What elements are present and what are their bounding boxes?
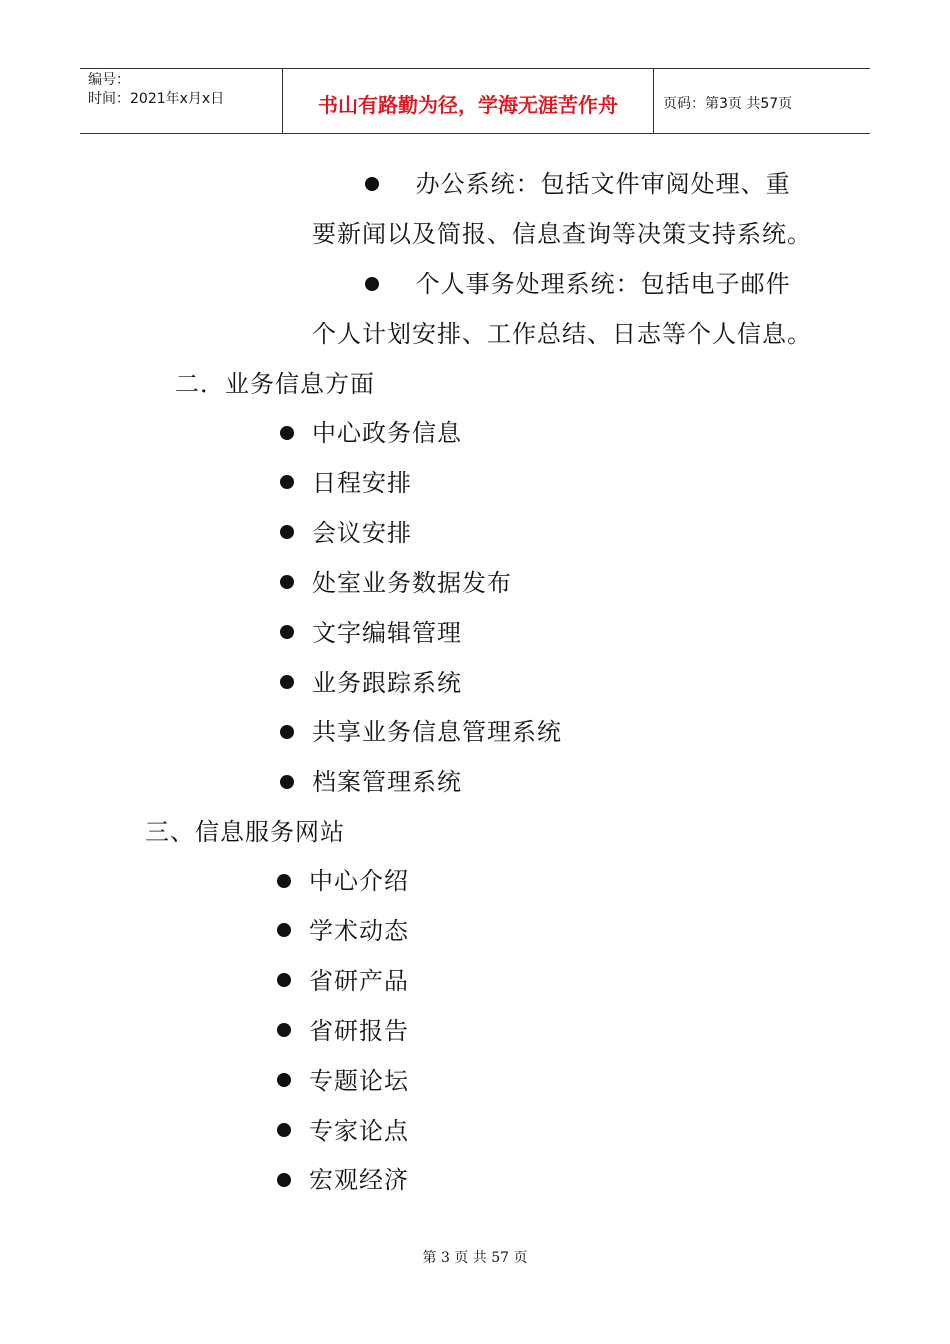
list-item xyxy=(277,966,409,996)
motto-text: 书山有路勤为径，学海无涯苦作舟 xyxy=(318,92,618,117)
bullet-icon xyxy=(280,525,294,539)
bullet-icon xyxy=(365,177,379,191)
bullet-paragraph-personal xyxy=(365,269,791,299)
page-header xyxy=(80,68,870,134)
bullet-icon xyxy=(280,426,294,440)
list-item xyxy=(277,1016,409,1046)
list-item xyxy=(280,418,462,448)
list-item xyxy=(277,1066,409,1096)
list-item-label: 专家论点 xyxy=(309,1116,409,1145)
list-item-label: 省研产品 xyxy=(309,966,409,995)
list-item xyxy=(280,468,412,498)
list-item xyxy=(280,618,462,648)
bullet-icon xyxy=(277,1073,291,1087)
section-heading-website: 三、信息服务网站 xyxy=(145,818,345,846)
header-meta-cell xyxy=(80,69,283,133)
header-motto-cell xyxy=(283,69,654,133)
list-item xyxy=(277,1116,409,1146)
list-item xyxy=(280,668,462,698)
paragraph-text: 个人事务处理系统：包括电子邮件 xyxy=(415,270,791,298)
list-item xyxy=(277,1165,409,1195)
paragraph-continuation: 个人计划安排、工作总结、日志等个人信息。 xyxy=(312,320,812,348)
list-item xyxy=(280,518,412,548)
paragraph-text: 办公系统：包括文件审阅处理、重 xyxy=(415,170,791,198)
header-page-cell xyxy=(654,69,870,133)
bullet-icon xyxy=(277,874,291,888)
bullet-icon xyxy=(277,1123,291,1137)
list-item-label: 中心介绍 xyxy=(309,867,409,895)
bullet-icon xyxy=(277,973,291,987)
page-footer: 第 3 页 共 57 页 xyxy=(422,1250,528,1266)
list-item-label: 专题论坛 xyxy=(309,1066,409,1095)
list-item-label: 会议安排 xyxy=(312,518,412,547)
bullet-icon xyxy=(280,575,294,589)
paragraph-continuation: 要新闻以及简报、信息查询等决策支持系统。 xyxy=(312,220,812,248)
list-item xyxy=(280,767,462,797)
list-item-label: 省研报告 xyxy=(309,1016,409,1045)
list-item-label: 文字编辑管理 xyxy=(312,618,462,647)
section-heading-business: 二．业务信息方面 xyxy=(175,370,375,398)
list-item-label: 日程安排 xyxy=(312,468,412,497)
bullet-icon xyxy=(280,775,294,789)
bullet-icon xyxy=(277,923,291,937)
list-item-label: 中心政务信息 xyxy=(312,419,462,447)
list-item-label: 档案管理系统 xyxy=(312,768,462,797)
bullet-icon xyxy=(280,625,294,639)
bullet-icon xyxy=(280,475,294,489)
list-item-label: 学术动态 xyxy=(309,916,409,945)
list-item-label: 处室业务数据发布 xyxy=(312,568,512,597)
list-item xyxy=(277,916,409,946)
bullet-icon xyxy=(365,277,379,291)
bullet-icon xyxy=(277,1023,291,1037)
list-item xyxy=(280,717,562,747)
list-item-label: 业务跟踪系统 xyxy=(312,668,462,697)
number-label: 编号： xyxy=(88,72,130,88)
list-item xyxy=(277,866,409,896)
bullet-paragraph-office xyxy=(365,169,791,199)
page-info-text: 页码：第3页 共57页 xyxy=(663,95,793,112)
list-item-label: 宏观经济 xyxy=(309,1166,409,1195)
bullet-icon xyxy=(280,675,294,689)
list-item-label: 共享业务信息管理系统 xyxy=(312,718,562,747)
list-item xyxy=(280,568,512,598)
bullet-icon xyxy=(280,725,294,739)
bullet-icon xyxy=(277,1173,291,1187)
time-label: 时间：2021年x月x日 xyxy=(88,91,225,107)
